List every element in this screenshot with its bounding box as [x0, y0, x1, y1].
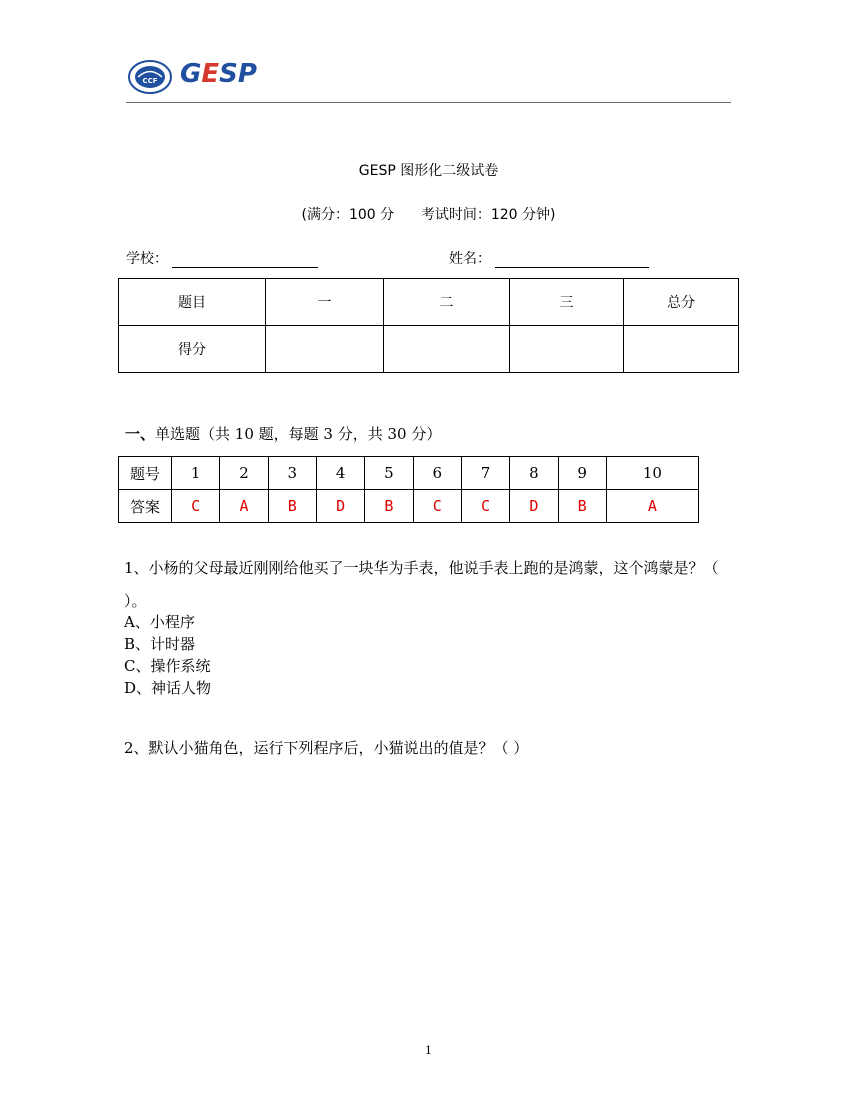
- section-heading: 一、单选题（共 10 题，每题 3 分，共 30 分）: [125, 425, 442, 443]
- score-header-cell: 三: [510, 279, 624, 326]
- score-header-cell: 题目: [119, 279, 266, 326]
- answer-cell: B: [365, 490, 413, 523]
- question-number-cell: 9: [558, 457, 606, 490]
- question-1-option-d: D、神话人物: [124, 679, 212, 697]
- score-value-row: [119, 326, 739, 373]
- score-header-cell: 总分: [624, 279, 739, 326]
- question-number-cell: 2: [220, 457, 268, 490]
- gesp-logo-text: GESP: [180, 59, 257, 89]
- question-number-cell: 3: [268, 457, 316, 490]
- question-number-cell: 10: [606, 457, 698, 490]
- exam-subtitle: (满分：100 分 考试时间：120 分钟): [301, 207, 556, 223]
- question-1-option-b: B、计时器: [124, 635, 196, 653]
- page-header: [126, 55, 731, 103]
- answer-row-label: 答案: [119, 490, 172, 523]
- name-label: 姓名：: [449, 251, 491, 267]
- name-field: [449, 248, 649, 268]
- question-2-text: 2、默认小猫角色，运行下列程序后，小猫说出的值是？（ ）: [124, 739, 529, 757]
- exam-title: GESP 图形化二级试卷: [358, 163, 499, 179]
- score-cell: [384, 326, 510, 373]
- question-number-cell: 8: [510, 457, 558, 490]
- answer-cell: D: [316, 490, 364, 523]
- school-blank[interactable]: [172, 251, 318, 268]
- score-cell: [510, 326, 624, 373]
- answer-key-row: [119, 490, 699, 523]
- answer-cell: A: [220, 490, 268, 523]
- score-header-cell: 二: [384, 279, 510, 326]
- score-header-row: [119, 279, 739, 326]
- question-1-option-c: C、操作系统: [124, 657, 211, 675]
- question-1-option-a: A、小程序: [124, 613, 195, 631]
- score-cell: [266, 326, 384, 373]
- question-1-text: 1、小杨的父母最近刚刚给他买了一块华为手表，他说手表上跑的是鸿蒙，这个鸿蒙是？（ ）。: [124, 559, 719, 610]
- answer-cell: B: [558, 490, 606, 523]
- score-row-label: 得分: [119, 326, 266, 373]
- answer-table: [118, 456, 699, 523]
- answer-cell: C: [413, 490, 461, 523]
- answer-cell: B: [268, 490, 316, 523]
- answer-cell: C: [461, 490, 509, 523]
- page-number: 1: [425, 1044, 432, 1057]
- ccf-seal-logo: [128, 60, 172, 94]
- score-header-cell: 一: [266, 279, 384, 326]
- answer-cell: C: [172, 490, 220, 523]
- question-number-cell: 7: [461, 457, 509, 490]
- answer-number-row: [119, 457, 699, 490]
- answer-cell: A: [606, 490, 698, 523]
- score-table: [118, 278, 739, 373]
- score-cell: [624, 326, 739, 373]
- school-label: 学校：: [126, 251, 168, 267]
- answer-row-label: 题号: [119, 457, 172, 490]
- question-number-cell: 5: [365, 457, 413, 490]
- question-number-cell: 1: [172, 457, 220, 490]
- question-number-cell: 4: [316, 457, 364, 490]
- answer-cell: D: [510, 490, 558, 523]
- header-rule: [126, 102, 731, 103]
- question-number-cell: 6: [413, 457, 461, 490]
- school-field: [126, 248, 318, 268]
- name-blank[interactable]: [495, 251, 649, 268]
- svg-text:CCF: CCF: [142, 77, 158, 85]
